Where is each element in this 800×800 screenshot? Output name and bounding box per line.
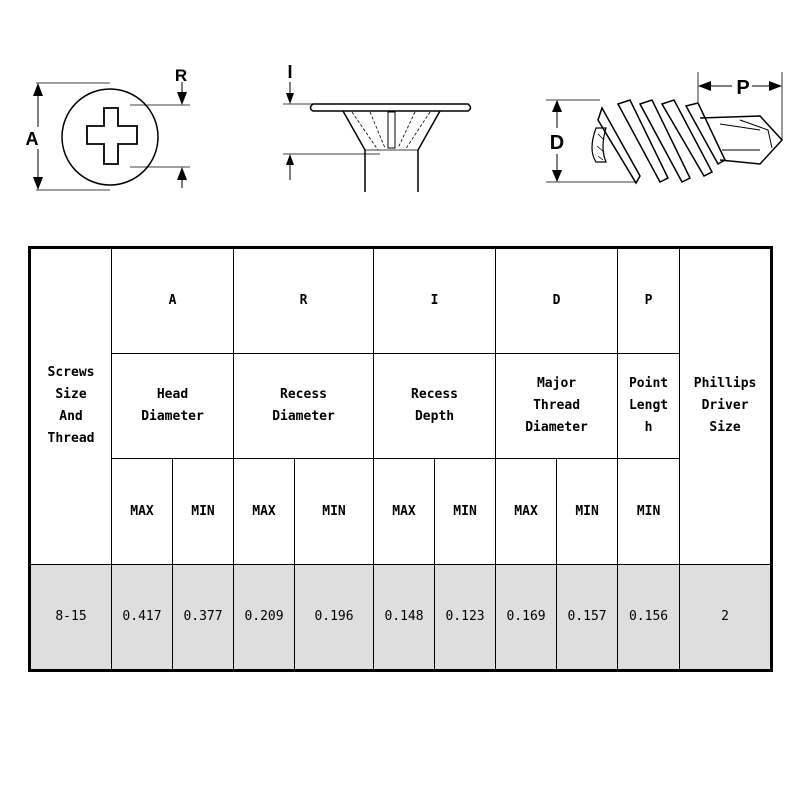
value-cell: 0.209 — [234, 564, 295, 670]
group-name-recess-diameter: Recess Diameter — [234, 354, 374, 459]
sub-header: MIN — [557, 459, 618, 564]
value-cell: 0.377 — [173, 564, 234, 670]
screw-size-cell: 8-15 — [30, 564, 112, 670]
value-cell: 0.417 — [112, 564, 173, 670]
group-letter-r: R — [234, 248, 374, 354]
dim-label-i: I — [287, 62, 293, 82]
group-letter-i: I — [374, 248, 496, 354]
value-cell: 0.157 — [557, 564, 618, 670]
driver-size-cell: 2 — [680, 564, 772, 670]
head-side-view — [283, 62, 471, 192]
group-letter-d: D — [496, 248, 618, 354]
header-screw-size: Screws Size And Thread — [30, 248, 112, 565]
value-cell: 0.148 — [374, 564, 435, 670]
dim-label-d: D — [549, 132, 565, 154]
dim-label-p: P — [736, 77, 750, 99]
head-top-view — [24, 66, 190, 190]
sub-header: MAX — [112, 459, 173, 564]
sub-header: MAX — [374, 459, 435, 564]
thread-side-view — [546, 72, 782, 183]
screw-spec-table — [28, 246, 773, 672]
group-letter-a: A — [112, 248, 234, 354]
sub-header: MIN — [618, 459, 680, 564]
sub-header: MIN — [435, 459, 496, 564]
sub-header: MAX — [496, 459, 557, 564]
dim-label-r: R — [174, 66, 188, 85]
sub-header: MIN — [295, 459, 374, 564]
sub-header: MIN — [173, 459, 234, 564]
table-row — [30, 564, 772, 670]
dim-label-a: A — [25, 129, 39, 149]
group-name-head-diameter: Head Diameter — [112, 354, 234, 459]
screw-drawings — [0, 0, 800, 240]
group-name-recess-depth: Recess Depth — [374, 354, 496, 459]
group-letter-p: P — [618, 248, 680, 354]
sub-header: MAX — [234, 459, 295, 564]
group-name-thread-diameter: Major Thread Diameter — [496, 354, 618, 459]
phillips-cross-icon — [87, 108, 137, 164]
value-cell: 0.169 — [496, 564, 557, 670]
value-cell: 0.123 — [435, 564, 496, 670]
group-name-point-length: Point Lengt h — [618, 354, 680, 459]
header-driver-size: Phillips Driver Size — [680, 248, 772, 565]
value-cell: 0.156 — [618, 564, 680, 670]
value-cell: 0.196 — [295, 564, 374, 670]
